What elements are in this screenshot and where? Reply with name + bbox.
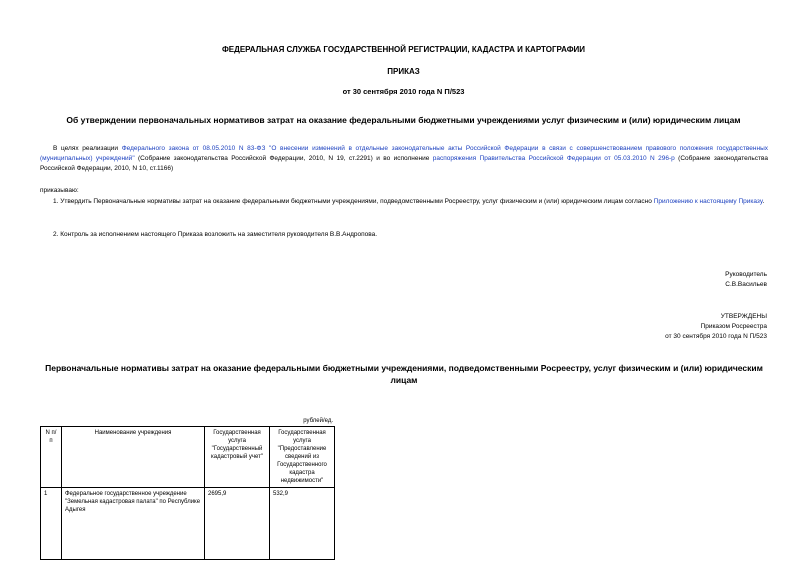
- appendix-link[interactable]: Приложению к настоящему Приказу: [653, 198, 763, 205]
- approval-block: [467, 312, 767, 342]
- order-item-1-end: .: [762, 198, 765, 205]
- doc-date-number: от 30 сентября 2010 года N П/523: [342, 87, 465, 96]
- federal-law-link[interactable]: Федерального закона от 08.05.2010 N 83-ФЗ "О внесении изменений в отдельные законодательные акты Российской Федерации в связи с совершенствованием правового положения государственных (муниципальных) учреждений": [40, 145, 768, 162]
- signature-name: С.В.Васильев: [725, 281, 767, 288]
- preamble-text-a: В целях реализации: [53, 145, 122, 152]
- doc-type: ПРИКАЗ: [387, 67, 420, 76]
- header-cadastral-registration: Государственная услуга "Государственный кадастровый учет": [205, 427, 270, 488]
- order-item-1: [40, 197, 768, 207]
- doc-subject: Об утверждении первоначальных нормативов затрат на оказание федеральными бюджетными учреждениями услуг физическим и (или) юридическим лицам: [66, 115, 741, 125]
- approval-line-2: Приказом Росреестра: [700, 323, 767, 330]
- preamble-text-c: (Собрание законодательства Российской Федерации, 2010, N 10, ст.1166): [40, 155, 768, 172]
- approval-line-3: от 30 сентября 2010 года N П/523: [665, 333, 767, 340]
- agency-title: ФЕДЕРАЛЬНАЯ СЛУЖБА ГОСУДАРСТВЕННОЙ РЕГИСТРАЦИИ, КАДАСТРА И КАРТОГРАФИИ: [221, 45, 586, 54]
- cell-cadastral-registration: 2695,9: [205, 488, 270, 560]
- header-institution: Наименование учреждения: [62, 427, 205, 488]
- norms-table: [40, 426, 335, 560]
- cell-number: 1: [41, 488, 62, 560]
- header-number: N п/п: [41, 427, 62, 488]
- unit-label: рублей/ед.: [303, 418, 333, 424]
- government-order-link[interactable]: распоряжения Правительства Российской Федерации от 05.03.2010 N 296-р: [432, 155, 675, 162]
- cell-cadastre-info: 532,9: [270, 488, 335, 560]
- approval-line-1: УТВЕРЖДЕНЫ: [720, 313, 767, 320]
- order-item-2: 2. Контроль за исполнением настоящего Приказа возложить на заместителя руководителя В.В.Андропова.: [53, 231, 378, 238]
- preamble-paragraph: [40, 144, 768, 174]
- order-item-1-text: 1. Утвердить Первоначальные нормативы затрат на оказание федеральными бюджетными учреждениями, подведомственными Росреестру, услуг физическим и (или) юридическим лицам согласно: [53, 198, 654, 205]
- signature-position: Руководитель: [725, 271, 767, 278]
- header-cadastre-info: Государственная услуга "Предоставление сведений из Государственного кадастра недвижимости": [270, 427, 335, 488]
- table-header-row: [41, 427, 335, 488]
- cell-institution: Федеральное государственное учреждение "Земельная кадастровая палата" по Республике Адыгея: [62, 488, 205, 560]
- preamble-text-b: (Собрание законодательства Российской Федерации, 2010, N 19, ст.2291) и во исполнение: [134, 155, 433, 162]
- order-word: приказываю:: [40, 187, 79, 194]
- table-row: [41, 488, 335, 560]
- annex-title: Первоначальные нормативы затрат на оказание федеральными бюджетными учреждениями, подведомственными Росреестру, услуг физическим и (или) юридическим лицам: [45, 363, 763, 385]
- signature-block: [467, 270, 767, 290]
